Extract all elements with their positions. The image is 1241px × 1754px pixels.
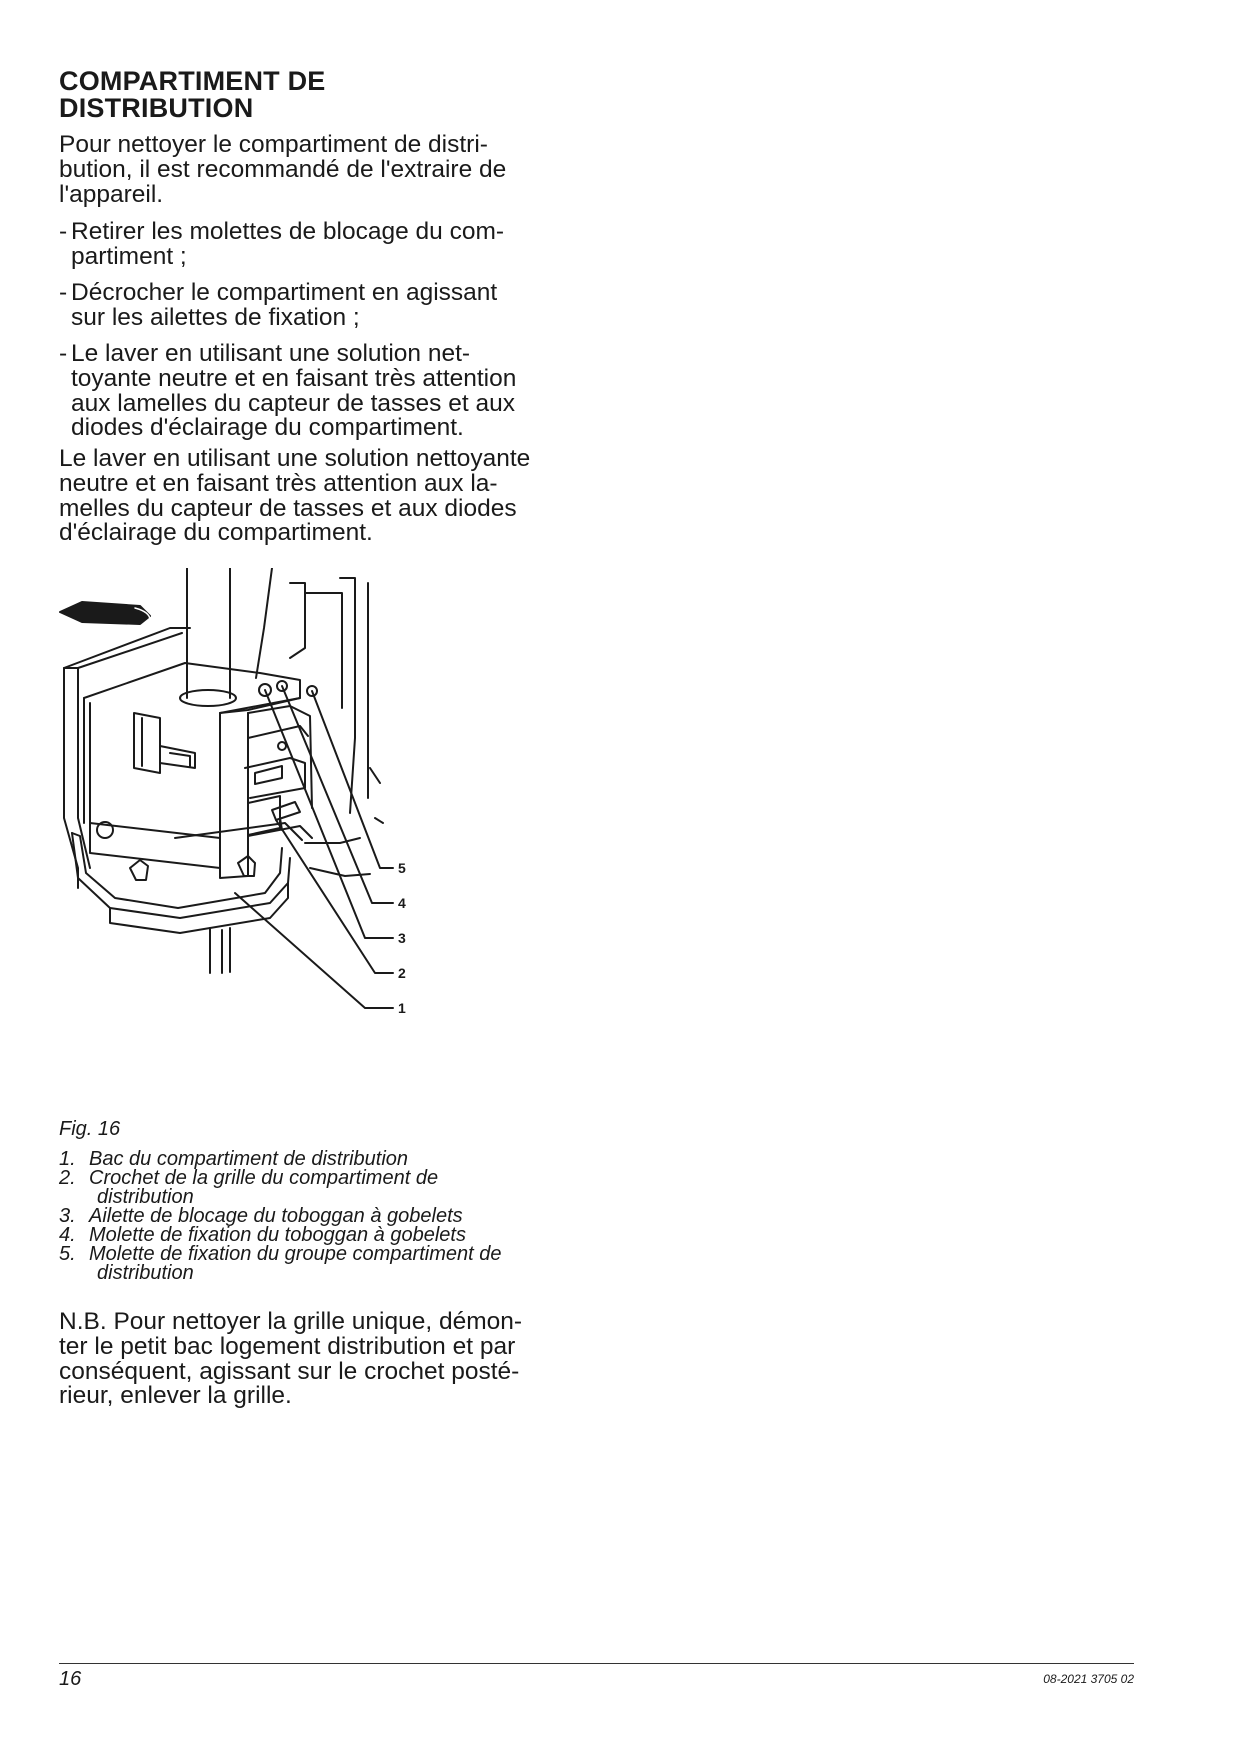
callout-1: 1 <box>398 1000 406 1016</box>
step-line: toyante neutre et en faisant très attention <box>71 364 517 392</box>
step-list-3 <box>59 342 579 441</box>
caption-text: Crochet de la grille du compartiment de <box>89 1167 439 1189</box>
step-dash: - <box>59 340 68 367</box>
callout-3: 3 <box>398 930 406 946</box>
caption-number: 4. <box>59 1224 76 1246</box>
step-list <box>59 220 579 270</box>
callout-labels <box>398 860 406 1016</box>
section-heading <box>59 68 326 122</box>
caption-continuation: distribution <box>97 1262 194 1284</box>
step-line: sur les ailettes de fixation ; <box>71 303 360 331</box>
page-number: 16 <box>59 1668 82 1690</box>
repeat-line: Le laver en utilisant une solution nettoyante <box>59 445 531 472</box>
repeat-line: d'éclairage du compartiment. <box>59 519 373 547</box>
caption-number: 5. <box>59 1243 76 1265</box>
step-line: Le laver en utilisant une solution net- <box>71 340 471 367</box>
repeat-line: neutre et en faisant très attention aux la- <box>59 469 498 497</box>
intro-paragraph <box>59 133 579 207</box>
note-line: conséquent, agissant sur le crochet posté- <box>59 1357 520 1385</box>
callout-2: 2 <box>398 965 406 981</box>
footer-rule <box>59 1663 1134 1664</box>
step-item <box>59 281 579 331</box>
document-reference: 08-2021 3705 02 <box>1043 1672 1134 1686</box>
intro-line: Pour nettoyer le compartiment de distri- <box>59 131 488 158</box>
step-line: partiment ; <box>71 242 187 270</box>
intro-line: bution, il est recommandé de l'extraire de <box>59 155 507 183</box>
caption-item <box>59 1169 619 1207</box>
repeat-line: melles du capteur de tasses et aux diodes <box>59 494 517 522</box>
step-line: Retirer les molettes de blocage du com- <box>71 218 505 245</box>
figure-caption-list <box>59 1150 619 1283</box>
note-line: ter le petit bac logement distribution et par <box>59 1332 516 1360</box>
figure-label: Fig. 16 <box>59 1118 121 1140</box>
caption-text: Ailette de blocage du toboggan à gobelets <box>89 1205 463 1227</box>
intro-line: l'appareil. <box>59 180 164 208</box>
callout-4: 4 <box>398 895 406 911</box>
caption-text: Molette de fixation du groupe compartiment de <box>89 1243 502 1265</box>
repeat-paragraph <box>59 447 579 546</box>
pull-arrow-icon <box>60 602 150 624</box>
step-item <box>59 342 579 441</box>
step-line: diodes d'éclairage du compartiment. <box>71 414 464 442</box>
heading-line-1: COMPARTIMENT DE <box>59 66 326 96</box>
caption-number: 1. <box>59 1148 76 1170</box>
note-line: N.B. Pour nettoyer la grille unique, démon- <box>59 1308 523 1335</box>
caption-item <box>59 1245 619 1283</box>
step-dash: - <box>59 218 68 245</box>
caption-number: 3. <box>59 1205 76 1227</box>
step-list-2 <box>59 281 579 331</box>
heading-line-2: DISTRIBUTION <box>59 93 254 123</box>
caption-number: 2. <box>59 1167 76 1189</box>
caption-text: Molette de fixation du toboggan à gobelets <box>89 1224 466 1246</box>
step-item <box>59 220 579 270</box>
dispensing-compartment-illustration <box>50 568 480 1088</box>
step-line: Décrocher le compartiment en agissant <box>71 279 498 306</box>
step-line: aux lamelles du capteur de tasses et aux <box>71 389 515 417</box>
note-paragraph <box>59 1310 579 1409</box>
note-line: rieur, enlever la grille. <box>59 1382 292 1410</box>
caption-text: Bac du compartiment de distribution <box>89 1148 409 1170</box>
callout-5: 5 <box>398 860 406 876</box>
step-dash: - <box>59 279 68 306</box>
caption-continuation: distribution <box>97 1186 194 1208</box>
